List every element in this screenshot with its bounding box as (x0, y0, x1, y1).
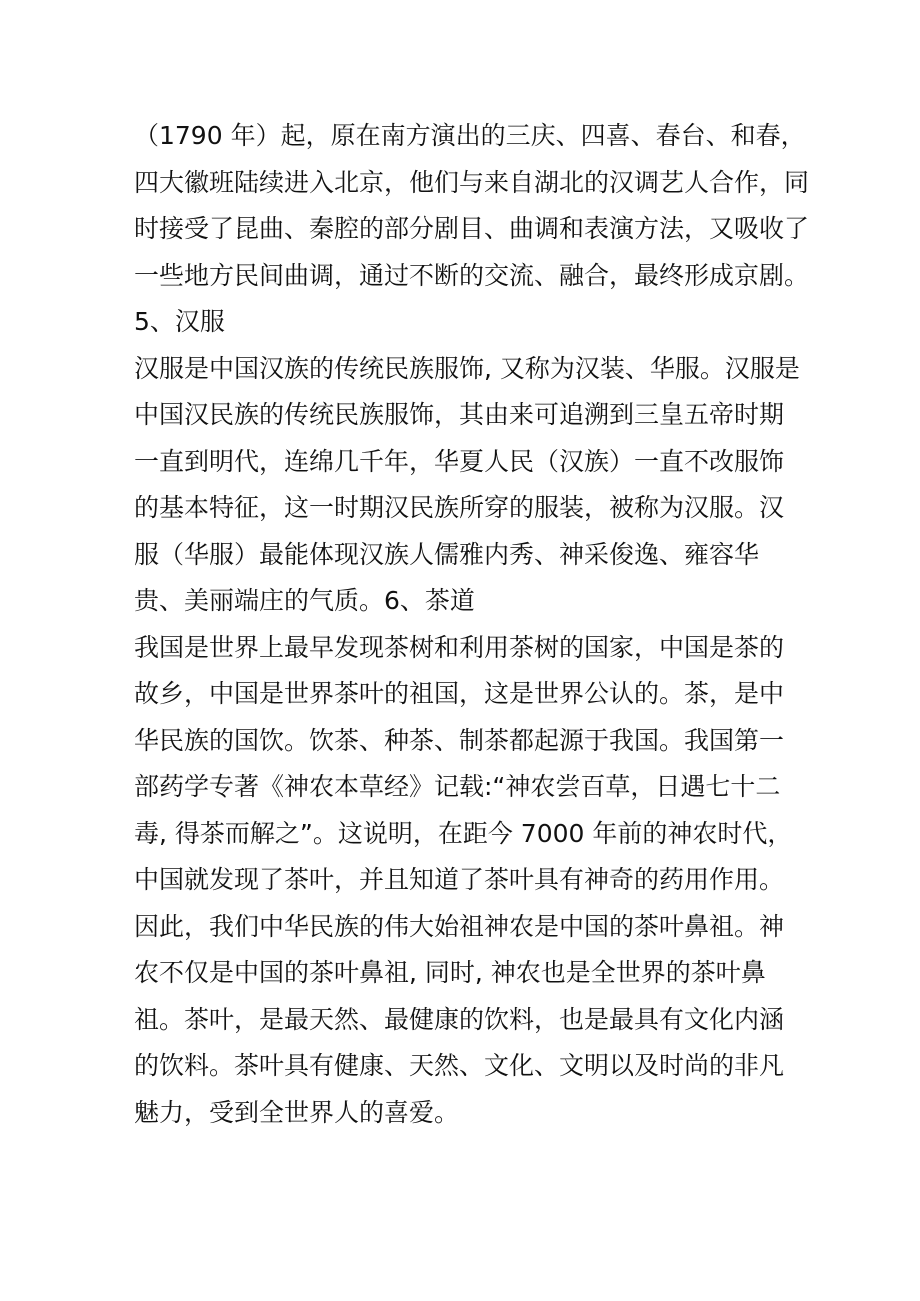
text-line: 汉服是中国汉族的传统民族服饰, 又称为汉装、华服。汉服是 (134, 353, 800, 383)
text-line: 魅力，受到全世界人的喜爱。 (134, 1097, 460, 1127)
section-heading-hanfu: 5、汉服 (134, 307, 225, 336)
text-line: 华民族的国饮。饮茶、种茶、制茶都起源于我国。我国第一 (134, 725, 785, 755)
text-line: 部药学专著《神农本草经》记载:“神农尝百草，日遇七十二 (134, 772, 781, 801)
text-line: 中国汉民族的传统民族服饰，其由来可追溯到三皇五帝时期 (134, 400, 785, 429)
text-line: 贵、美丽端庄的气质。6、茶道 (134, 586, 475, 615)
text-line: 毒, 得茶而解之”。这说明，在距今 7000 年前的神农时代， (134, 818, 793, 848)
text-line: 故乡，中国是世界茶叶的祖国，这是世界公认的。茶，是中 (134, 679, 785, 708)
text-line: 因此，我们中华民族的伟大始祖神农是中国的茶叶鼻祖。神 (134, 911, 785, 941)
text-line: 中国就发现了茶叶，并且知道了茶叶具有神奇的药用作用。 (134, 865, 785, 894)
text-line: 我国是世界上最早发现茶树和利用茶树的国家，中国是茶的 (134, 632, 785, 662)
body-text (134, 113, 834, 1136)
text-line: 农不仅是中国的茶叶鼻祖, 同时, 神农也是全世界的茶叶鼻 (134, 958, 766, 987)
text-line: 的饮料。茶叶具有健康、天然、文化、文明以及时尚的非凡 (134, 1051, 785, 1080)
text-line: （1790 年）起，原在南方演出的三庆、四喜、春台、和春， (134, 121, 806, 150)
text-line: 的基本特征，这一时期汉民族所穿的服装，被称为汉服。汉 (134, 493, 785, 522)
text-line: 一直到明代，连绵几千年，华夏人民（汉族）一直不改服饰 (134, 446, 785, 476)
text-line: 一些地方民间曲调，通过不断的交流、融合，最终形成京剧。 (134, 260, 810, 290)
text-line: 时接受了昆曲、秦腔的部分剧目、曲调和表演方法，又吸收了 (134, 214, 810, 243)
text-line: 四大徽班陆续进入北京，他们与来自湖北的汉调艺人合作，同 (134, 167, 810, 197)
text-line: 服（华服）最能体现汉族人儒雅内秀、神采俊逸、雍容华 (134, 539, 760, 569)
text-line: 祖。茶叶，是最天然、最健康的饮料，也是最具有文化内涵 (134, 1004, 785, 1034)
